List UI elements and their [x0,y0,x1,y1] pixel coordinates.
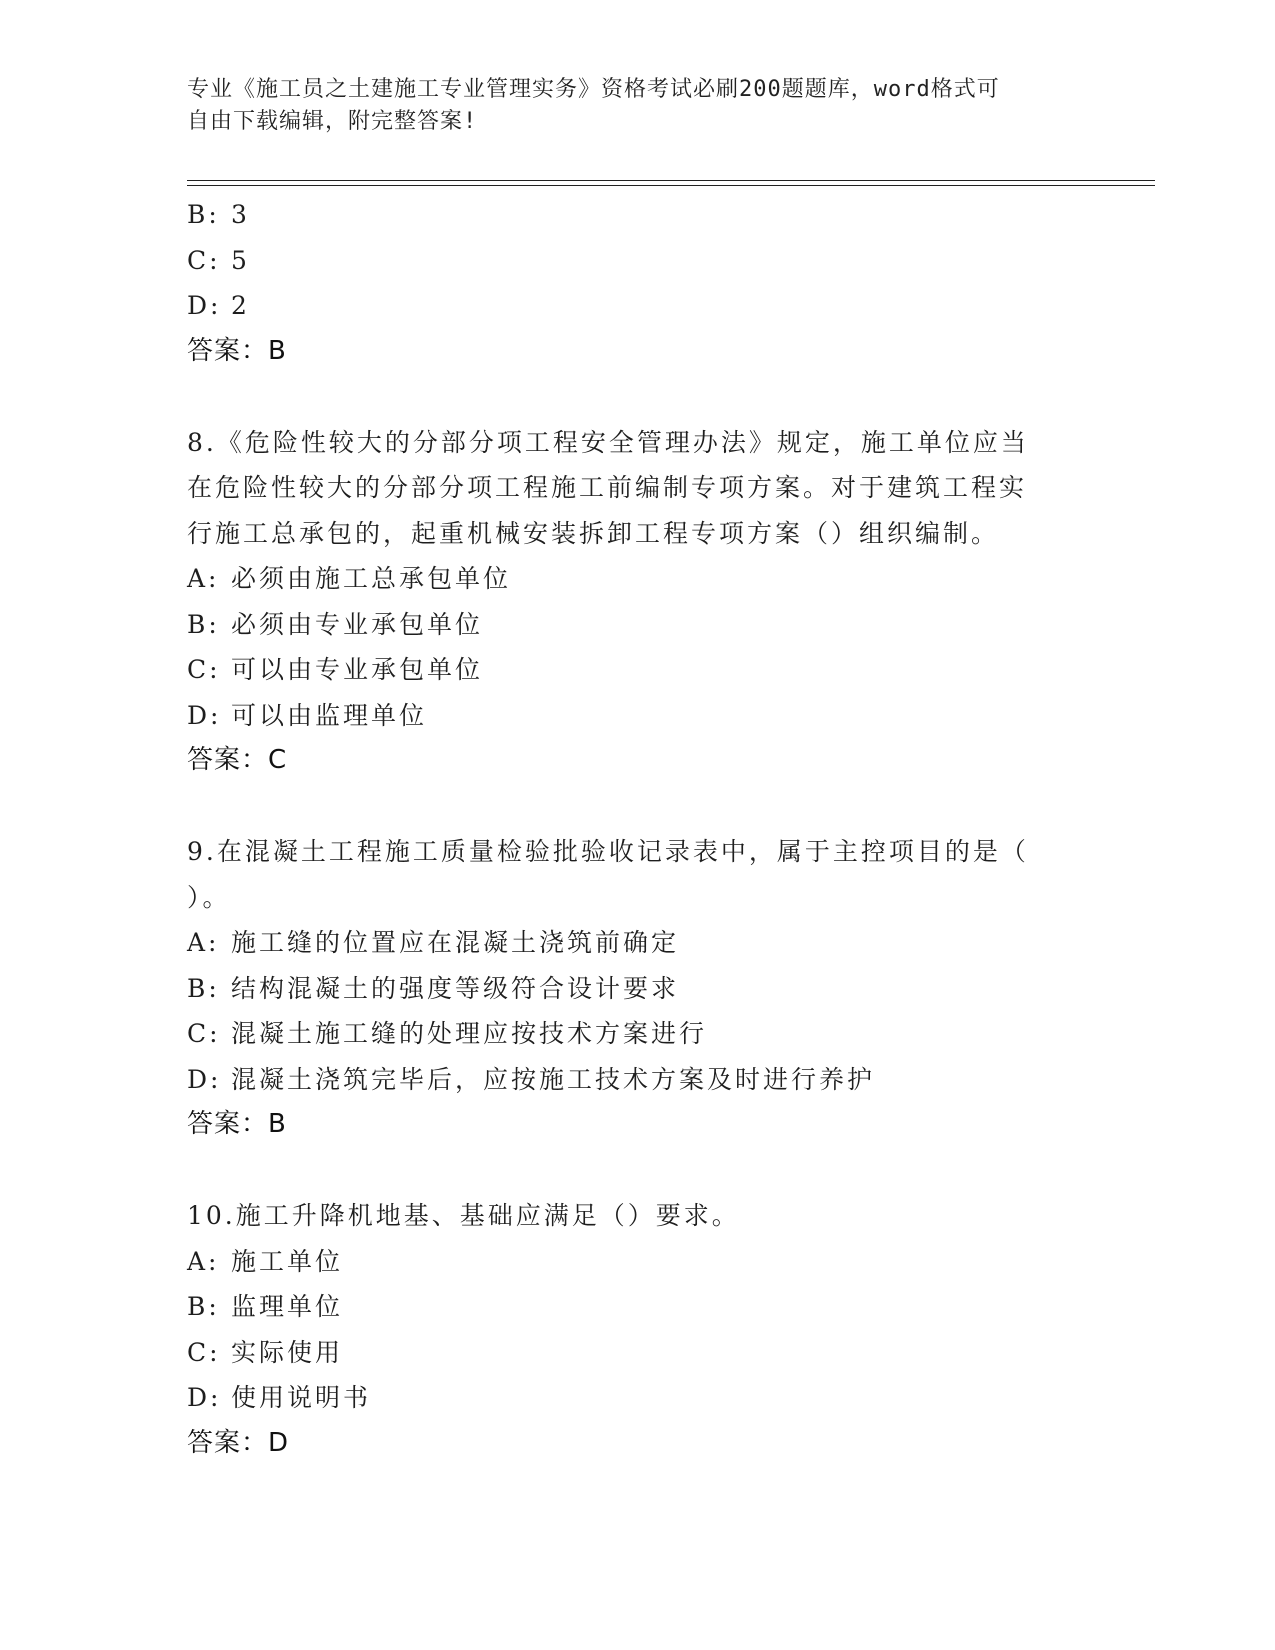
option-a: A: 施工缝的位置应在混凝土浇筑前确定 [187,928,680,957]
option-d: D: 可以由监理单位 [187,700,428,730]
header-divider-bottom [187,185,1155,186]
option-b: B: 必须由专业承包单位 [187,609,484,639]
option-c: C: 混凝土施工缝的处理应按技术方案进行 [187,1019,708,1048]
option-b: B: 结构混凝土的强度等级符合设计要求 [187,973,680,1003]
option-c: C: 实际使用 [187,1337,344,1367]
question-stem-line: 在危险性较大的分部分项工程施工前编制专项方案。对于建筑工程实 [187,473,1028,502]
question-stem-line: 行施工总承包的，起重机械安装拆卸工程专项方案（）组织编制。 [187,518,1000,548]
answer-line: 答案：B [187,1109,287,1139]
question-8 [187,420,1067,784]
question-9 [187,829,1067,1148]
question-7-continuation [187,192,1067,374]
answer-line: 答案：B [187,335,287,366]
option-d: D: 混凝土浇筑完毕后，应按施工技术方案及时进行养护 [187,1064,876,1094]
question-content [187,192,1067,1466]
header-line-2: 自由下载编辑，附完整答案! [187,109,478,134]
document-header [187,74,1067,138]
answer-line: 答案：C [187,745,288,775]
option-d: D: 使用说明书 [187,1383,372,1412]
option-a: A: 施工单位 [187,1246,344,1276]
option-a: A: 必须由施工总承包单位 [187,564,512,593]
question-10 [187,1193,1067,1466]
answer-line: 答案：D [187,1427,290,1458]
option-d: D: 2 [187,291,250,320]
header-line-1: 专业《施工员之土建施工专业管理实务》资格考试必刷200题题库，word格式可 [187,77,1000,102]
header-divider-top [187,180,1155,181]
option-c: C: 5 [187,245,250,275]
question-stem-line: 9.在混凝土工程施工质量检验批验收记录表中，属于主控项目的是（ [187,837,1029,866]
question-stem-line: 10.施工升降机地基、基础应满足（）要求。 [187,1201,740,1230]
option-b: B: 3 [187,200,250,229]
question-stem-line: ）。 [187,882,231,912]
question-stem-line: 8.《危险性较大的分部分项工程安全管理办法》规定，施工单位应当 [187,427,1029,457]
option-b: B: 监理单位 [187,1292,344,1321]
option-c: C: 可以由专业承包单位 [187,655,484,684]
